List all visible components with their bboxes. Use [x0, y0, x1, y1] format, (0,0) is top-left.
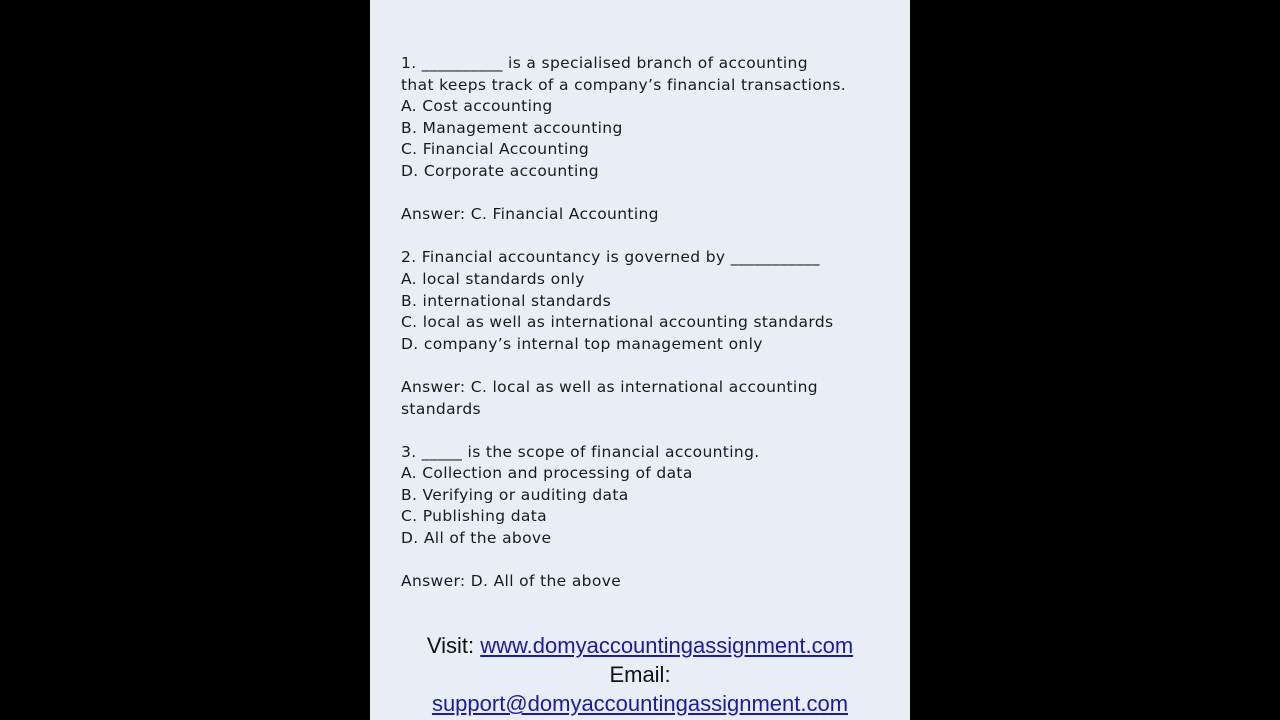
- question-3-option-d: D. All of the above: [401, 529, 552, 548]
- question-1-option-b: B. Management accounting: [401, 118, 623, 137]
- visit-label: Visit:: [426, 633, 481, 658]
- footer-email-row: [370, 660, 910, 689]
- question-2-option-b: B. international standards: [401, 291, 612, 310]
- question-2-text: 2. Financial accountancy is governed by ___________: [401, 248, 820, 267]
- question-3-text: 3. _____ is the scope of financial accounting.: [401, 442, 760, 461]
- document-page: [370, 0, 910, 720]
- question-2-option-d: D. company’s internal top management only: [401, 334, 763, 353]
- question-block-3: [401, 442, 891, 593]
- question-2-option-c: C. local as well as international accounting standards: [401, 313, 834, 332]
- question-3-option-c: C. Publishing data: [401, 507, 548, 526]
- question-1-text-line-2: that keeps track of a company’s financial transactions.: [401, 75, 847, 94]
- quiz-content: [401, 53, 891, 593]
- question-block-2: [401, 247, 891, 441]
- email-label: Email:: [609, 662, 671, 687]
- question-3-answer: Answer: D. All of the above: [401, 572, 622, 591]
- question-1-answer: Answer: C. Financial Accounting: [401, 205, 659, 224]
- question-1-option-d: D. Corporate accounting: [401, 161, 599, 180]
- question-2-option-a: A. local standards only: [401, 269, 585, 288]
- question-2-answer-line-2: standards: [401, 399, 481, 418]
- footer-visit-row: [370, 631, 910, 660]
- website-link[interactable]: www.domyaccountingassignment.com: [480, 633, 854, 658]
- email-link[interactable]: support@domyaccountingassignment.com: [431, 691, 849, 716]
- question-1-text-line-1: 1. __________ is a specialised branch of accounting: [401, 54, 808, 72]
- question-2-answer-line-1: Answer: C. local as well as international accounting: [401, 377, 818, 396]
- question-3-option-b: B. Verifying or auditing data: [401, 485, 629, 504]
- question-3-option-a: A. Collection and processing of data: [401, 464, 693, 483]
- footer-email-link-row: [370, 689, 910, 718]
- question-1-option-c: C. Financial Accounting: [401, 140, 590, 159]
- question-1-option-a: A. Cost accounting: [401, 97, 553, 116]
- question-block-1: [401, 53, 891, 247]
